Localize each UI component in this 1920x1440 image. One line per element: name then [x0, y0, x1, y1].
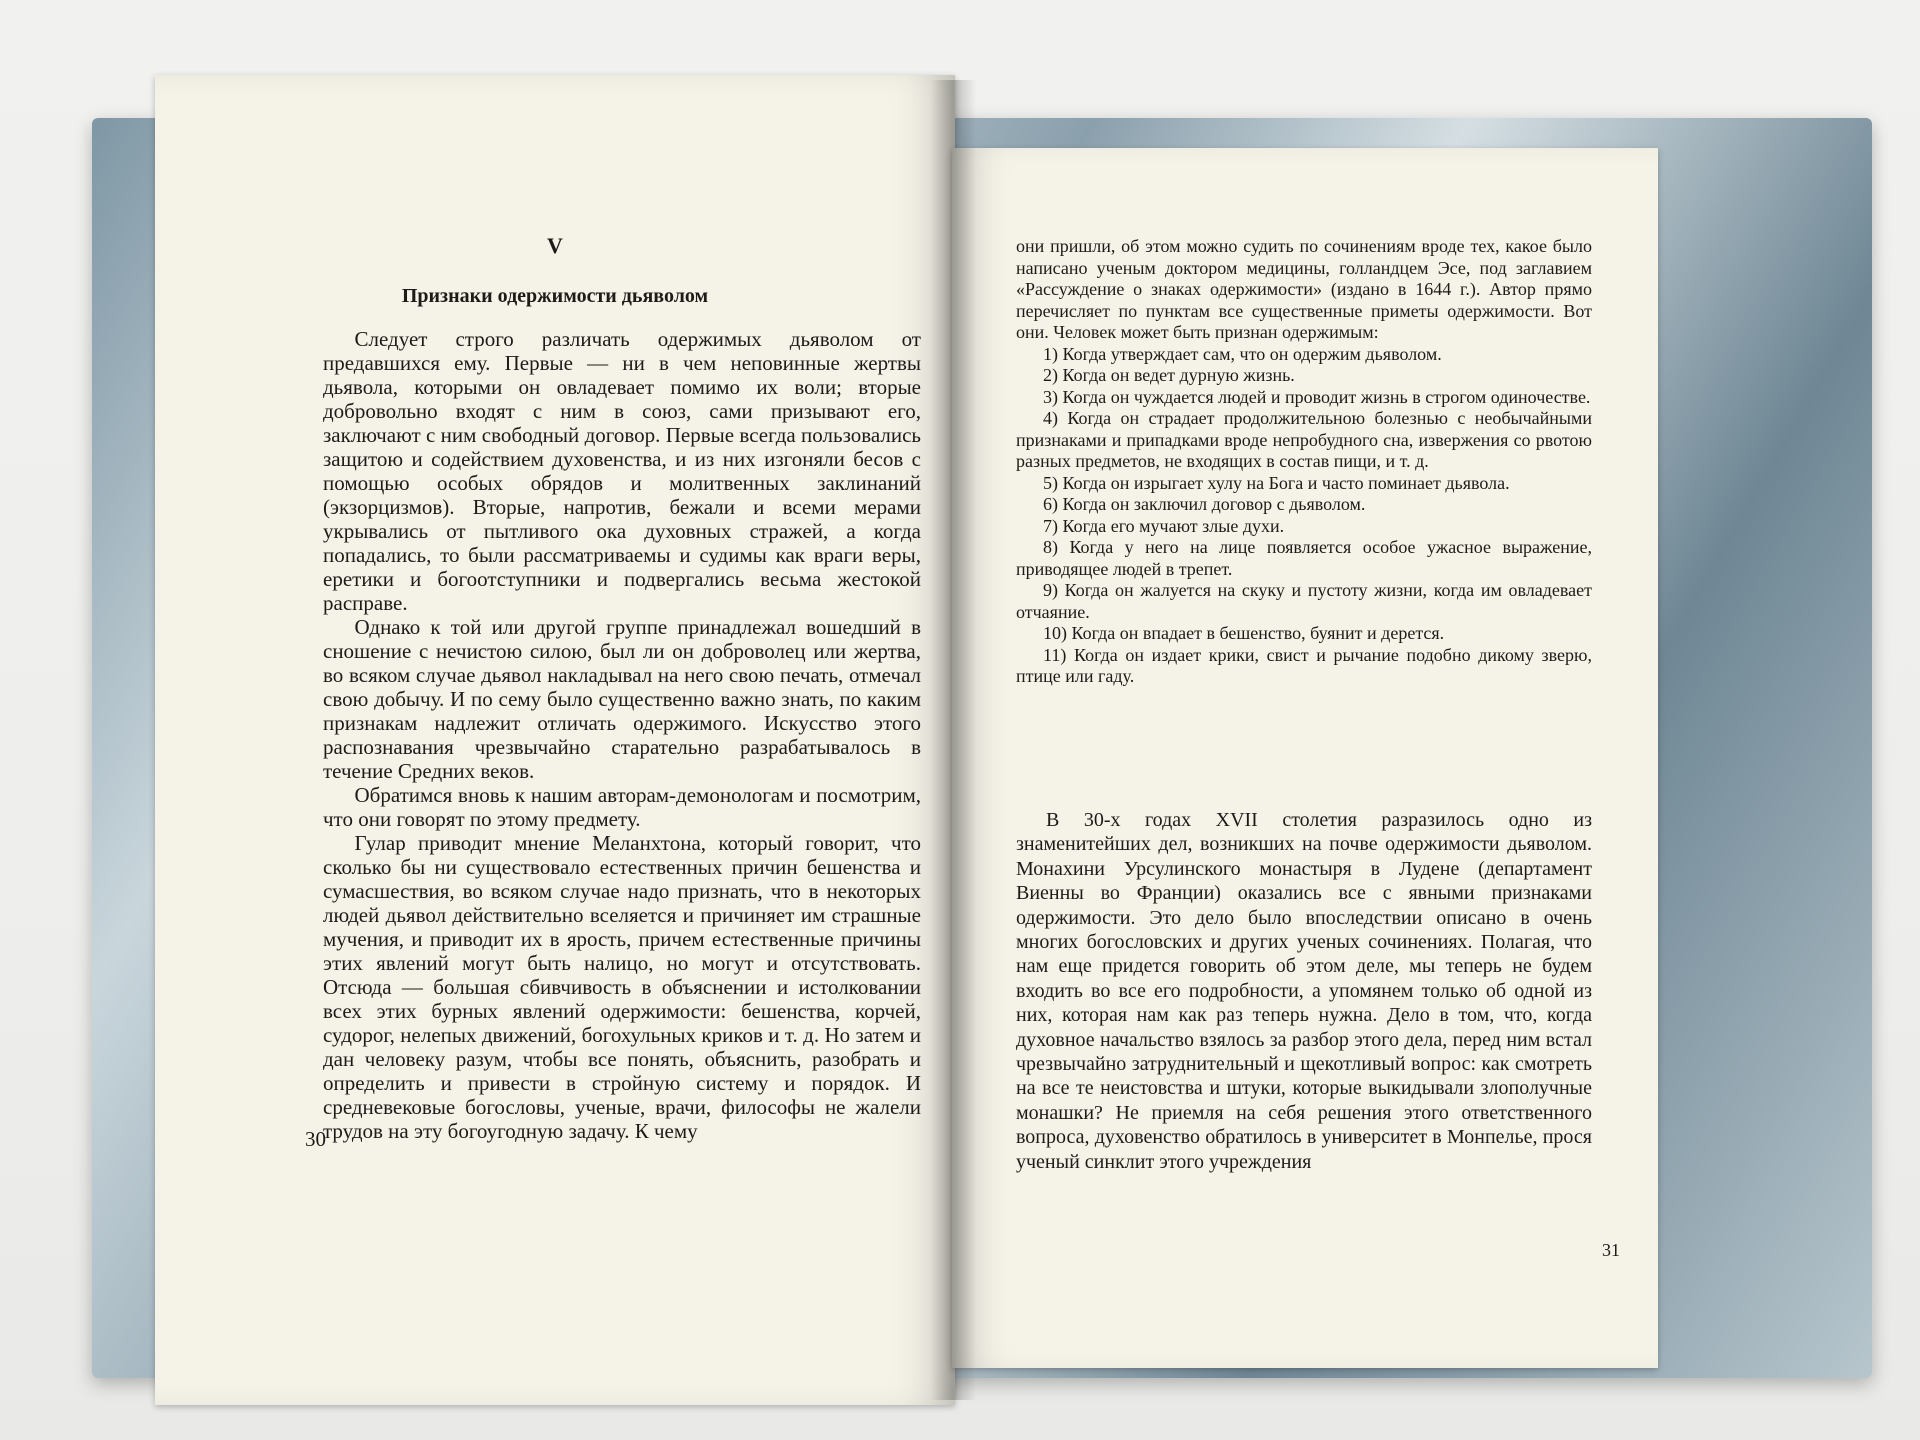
book-gutter-shadow — [930, 80, 976, 1400]
paragraph: Однако к той или другой группе принадлежал вошедший в сношение с нечистою силою, был ли он доброволец или жертва, во всяком случае дьявол накладывал на него свою печать, отмечал свою добычу. И по сему было существенно важно знать, по каким признакам надлежит отличать одержимого. Искусство этого распознавания чрезвычайно старательно разрабатывалось в течение Средних веков. — [323, 615, 921, 783]
list-item: 4) Когда он страдает продолжительною болезнью с необычайными признаками и припадками вроде непробудного сна, извержения со рвотою разных предметов, не входящих в состав пищи, и т. д. — [1016, 408, 1592, 471]
list-item: 3) Когда он чуждается людей и проводит жизнь в строгом одиночестве. — [1043, 386, 1591, 407]
paragraph: Обратимся вновь к нашим авторам-демонологам и посмотрим, что они говорят по этому предмету. — [323, 783, 921, 831]
paragraph: В 30-х годах XVII столетия разразилось одно из знаменитейших дел, возникших на почве одержимости дьяволом. Монахини Урсулинского монастыря в Лудене (департамент Виенны во Франции) оказались все с явными признаками одержимости. Это дело было впоследствии описано в очень многих богословских и других ученых сочинениях. Полагая, что нам еще придется говорить об этом деле, мы теперь не будем входить во все его подробности, а упомянем только об одной из них, которая нам как раз теперь нужна. Дело в том, что, когда духовное начальство взялось за разбор этого дела, перед ним встал чрезвычайно затруднительный и щекотливый вопрос: как смотреть на все те неистовства и штуки, которые выкидывали злополучные монашки? Не приемля на себя решения этого ответственного вопроса, духовенство обратилось в университет в Монпелье, прося ученый синклит этого учреждения — [1016, 809, 1592, 1173]
list-item: 6) Когда он заключил договор с дьяволом. — [1043, 494, 1366, 514]
right-page — [952, 148, 1658, 1368]
list-item: 2) Когда он ведет дурную жизнь. — [1043, 365, 1295, 385]
list-item: 1) Когда утверждает сам, что он одержим дьяволом. — [1043, 343, 1442, 364]
list-item: 11) Когда он издает крики, свист и рычание подобно дикому зверю, птице или гаду. — [1016, 644, 1592, 686]
paragraph: они пришли, об этом можно судить по сочинениям вроде тех, какое было написано ученым доктором медицины, голландцем Эсе, под заглавием «Рассуждение о знаках одержимости» (издано в 1644 г.). Автор прямо перечисляет по пунктам все существенные приметы одержимости. Вот они. Человек может быть признан одержимым: — [1016, 236, 1592, 342]
page-number-right: 31 — [1602, 1240, 1620, 1260]
page-number-left: 30 — [305, 1127, 326, 1151]
chapter-number: V — [547, 233, 563, 258]
list-item: 7) Когда его мучают злые духи. — [1043, 515, 1285, 536]
paragraph: Гулар приводит мнение Меланхтона, который говорит, что сколько бы ни существовало естественных причин бешенства и сумасшествия, во всяком случае надо признать, что в некоторых людей дьявол действительно вселяется и причиняет им страшные мучения, и приводит их в ярость, причем естественные причины этих явлений могут быть налицо, но могут и отсутствовать. Отсюда — большая сбивчивость в объяснении и истолковании всех этих бурных явлений одержимости: бешенства, корчей, судорог, нелепых движений, богохульных криков и т. д. Но затем и дан человеку разум, чтобы все понять, объяснить, разобрать и определить и привести в стройную систему и порядок. И средневековые богословы, ученые, врачи, философы не жалели трудов на эту богоугодную задачу. К чему — [323, 831, 921, 1143]
right-page-list-section — [1016, 236, 1592, 688]
paragraph: Следует строго различать одержимых дьяволом от предавшихся ему. Первые — ни в чем неповинные жертвы дьявола, которыми он овладевает помимо их воли; вторые добровольно входят с ним в союз, сами призывают его, заключают с ним свободный договор. Первые всегда пользовались защитою и содействием духовенства, и из них изгоняли бесов с помощью особых обрядов и молитвенных заклинаний (экзорцизмов). Вторые, напротив, бежали и всеми мерами укрывались от пытливого ока духовных стражей, а когда попадались, то были рассматриваемы и судимы как враги веры, еретики и богоотступники и подвергались весьма жестокой расправе. — [323, 327, 921, 615]
list-item: 9) Когда он жалуется на скуку и пустоту жизни, когда им овладевает отчаяние. — [1016, 580, 1592, 622]
left-page — [155, 75, 955, 1405]
right-page-body — [1016, 808, 1592, 1174]
chapter-title: Признаки одержимости дьяволом — [401, 285, 709, 307]
list-item: 10) Когда он впадает в бешенство, буянит и дерется. — [1043, 623, 1445, 643]
list-item: 5) Когда он изрыгает хулу на Бога и часто поминает дьявола. — [1043, 472, 1510, 493]
left-page-body — [323, 327, 921, 1143]
list-item: 8) Когда у него на лице появляется особое ужасное выражение, приводящее людей в трепет. — [1016, 537, 1592, 579]
